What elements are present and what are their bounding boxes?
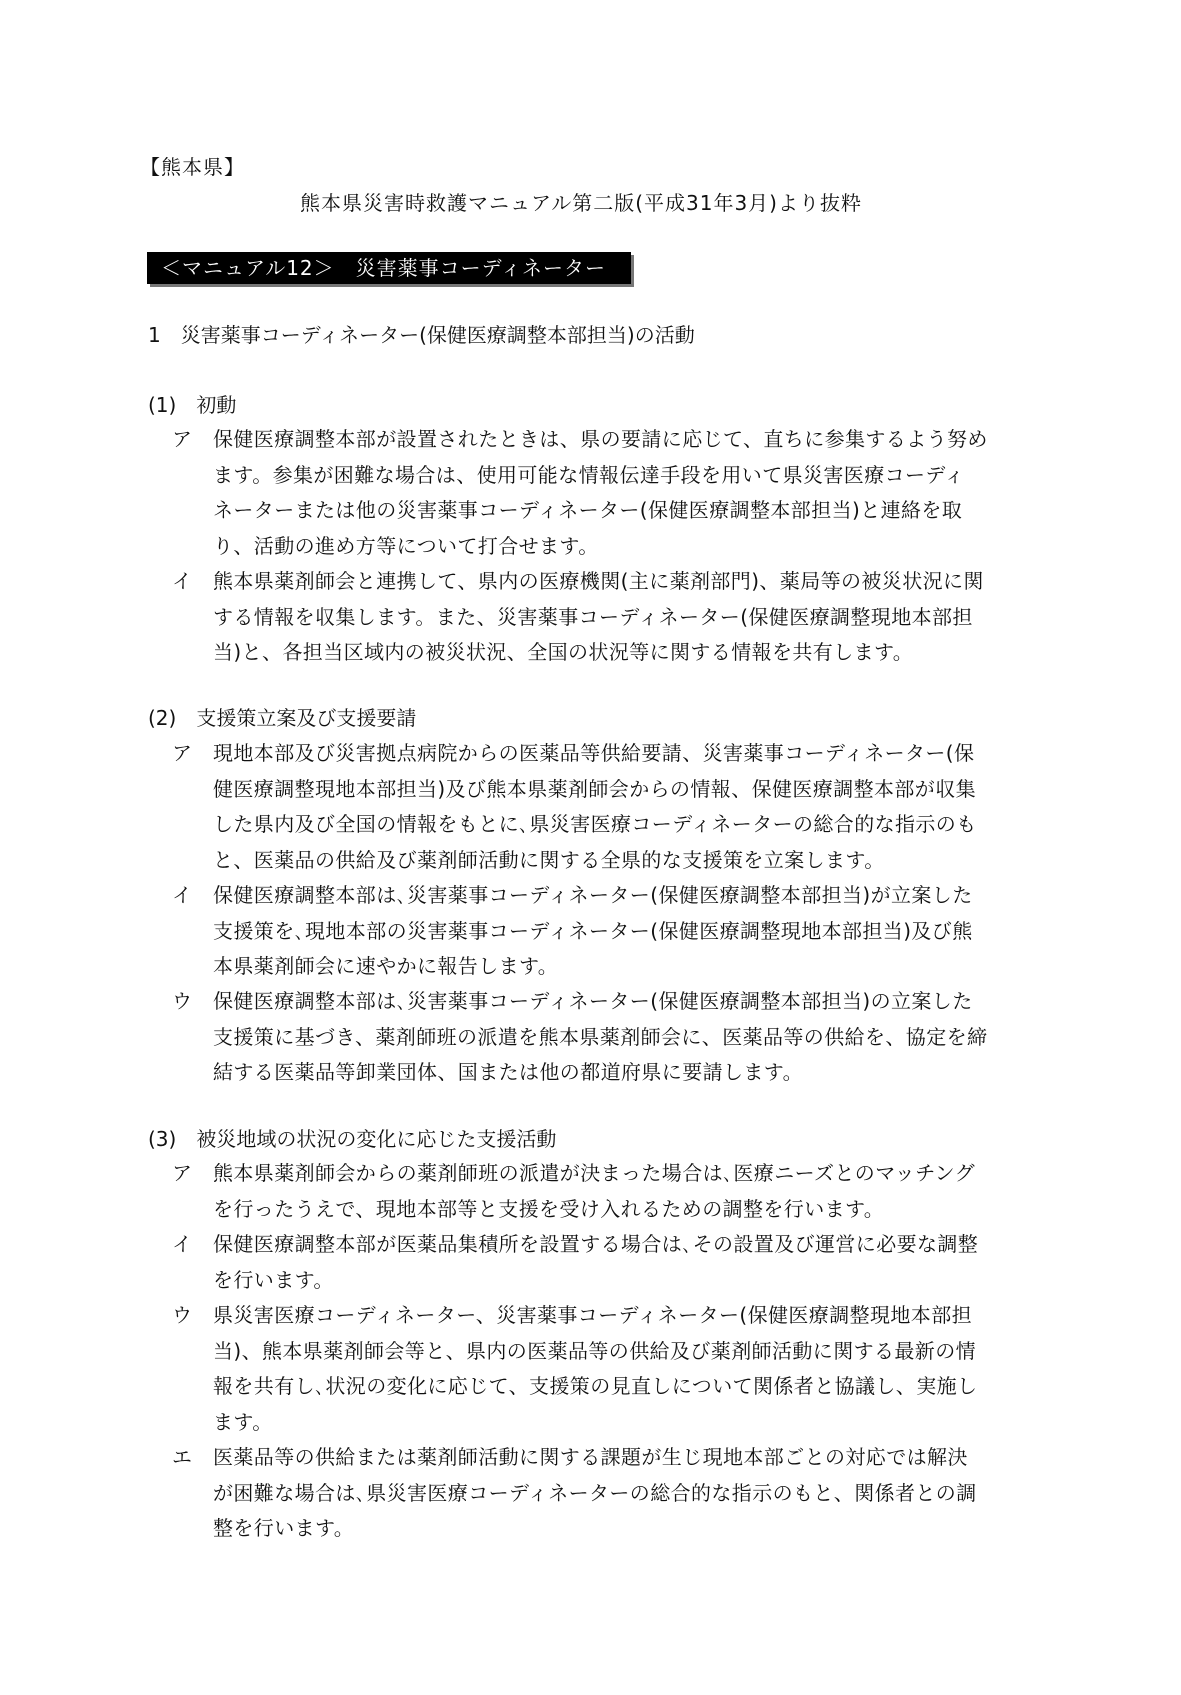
item-line: ネーターまたは他の災害薬事コーディネーター(保健医療調整本部担当)と連絡を取	[213, 498, 963, 522]
subsection-heading-3: (3) 被災地域の状況の変化に応じた支援活動	[148, 1127, 557, 1151]
item-line: 報を共有し､状況の変化に応じて、支援策の見直しについて関係者と協議し、実施し	[213, 1374, 978, 1398]
item-line: 県災害医療コーディネーター、災害薬事コーディネーター(保健医療調整現地本部担	[213, 1303, 973, 1327]
item-line: を行います。	[213, 1267, 334, 1292]
item-body	[213, 1440, 1041, 1547]
item-marker: イ	[172, 1232, 192, 1256]
item-line: 結する医薬品等卸業団体、国または他の都道府県に要請します。	[213, 1060, 803, 1084]
item-body	[213, 1156, 1041, 1227]
item-marker: イ	[172, 883, 192, 907]
subsection-heading-1: (1) 初動	[148, 393, 237, 417]
item-line: り、活動の進め方等について打合せます。	[213, 533, 599, 558]
item-line: を行ったうえで、現地本部等と支援を受け入れるための調整を行います。	[213, 1196, 885, 1221]
item-marker: ア	[172, 427, 192, 451]
item-line: 当)と、各担当区域内の被災状況、全国の状況等に関する情報を共有します。	[213, 640, 914, 664]
item-body	[213, 422, 1041, 564]
item-line: した県内及び全国の情報をもとに､県災害医療コーディネーターの総合的な指示のも	[213, 812, 977, 836]
section-heading: 1 災害薬事コーディネーター(保健医療調整本部担当)の活動	[148, 323, 695, 347]
item-line: 保健医療調整本部は､災害薬事コーディネーター(保健医療調整本部担当)が立案した	[213, 883, 973, 907]
item-line: 熊本県薬剤師会と連携して、県内の医療機関(主に薬剤部門)、薬局等の被災状況に関	[213, 569, 984, 593]
item-line: 当)、熊本県薬剤師会等と、県内の医薬品等の供給及び薬剤師活動に関する最新の情	[213, 1338, 977, 1363]
item-marker: エ	[172, 1445, 192, 1469]
item-line: 保健医療調整本部は､災害薬事コーディネーター(保健医療調整本部担当)の立案した	[213, 989, 973, 1013]
item-line: ます。参集が困難な場合は、使用可能な情報伝達手段を用いて県災害医療コーディ	[213, 462, 965, 487]
item-line: 現地本部及び災害拠点病院からの医薬品等供給要請、災害薬事コーディネーター(保	[213, 741, 975, 765]
item-marker: イ	[172, 569, 192, 593]
subsection-heading-2: (2) 支援策立案及び支援要請	[148, 706, 417, 730]
item-marker: ア	[172, 741, 192, 765]
item-line: 整を行います。	[213, 1516, 355, 1540]
item-line: 健医療調整現地本部担当)及び熊本県薬剤師会からの情報、保健医療調整本部が収集	[213, 776, 977, 801]
source-title: 熊本県災害時救護マニュアル第二版(平成31年3月)より抜粋	[300, 191, 862, 215]
item-body	[213, 878, 1041, 985]
item-line: が困難な場合は､県災害医療コーディネーターの総合的な指示のもと、関係者との調	[213, 1480, 977, 1505]
item-line: 支援策に基づき、薬剤師班の派遣を熊本県薬剤師会に、医薬品等の供給を、協定を締	[213, 1024, 988, 1049]
item-line: 医薬品等の供給または薬剤師活動に関する課題が生じ現地本部ごとの対応では解決	[213, 1445, 968, 1469]
item-line: 保健医療調整本部が設置されたときは、県の要請に応じて、直ちに参集するよう努め	[213, 427, 988, 451]
item-line: する情報を収集します。また、災害薬事コーディネーター(保健医療調整現地本部担	[213, 604, 973, 629]
item-line: 保健医療調整本部が医薬品集積所を設置する場合は､その設置及び運営に必要な調整	[213, 1232, 979, 1256]
item-body	[213, 564, 1041, 671]
item-body	[213, 984, 1041, 1091]
manual-banner: ＜マニュアル12＞ 災害薬事コーディネーター	[147, 252, 631, 284]
item-marker: ア	[172, 1161, 192, 1185]
item-marker: ウ	[172, 1303, 192, 1327]
item-line: 本県薬剤師会に速やかに報告します。	[213, 954, 559, 978]
item-body	[213, 736, 1041, 878]
item-body	[213, 1227, 1041, 1298]
item-line: 支援策を､現地本部の災害薬事コーディネーター(保健医療調整現地本部担当)及び熊	[213, 918, 973, 943]
prefecture-tag: 【熊本県】	[140, 155, 245, 179]
item-marker: ウ	[172, 989, 192, 1013]
item-line: と、医薬品の供給及び薬剤師活動に関する全県的な支援策を立案します。	[213, 847, 885, 872]
item-body	[213, 1298, 1041, 1440]
item-line: 熊本県薬剤師会からの薬剤師班の派遣が決まった場合は､医療ニーズとのマッチング	[213, 1161, 975, 1185]
item-line: ます。	[213, 1409, 273, 1434]
